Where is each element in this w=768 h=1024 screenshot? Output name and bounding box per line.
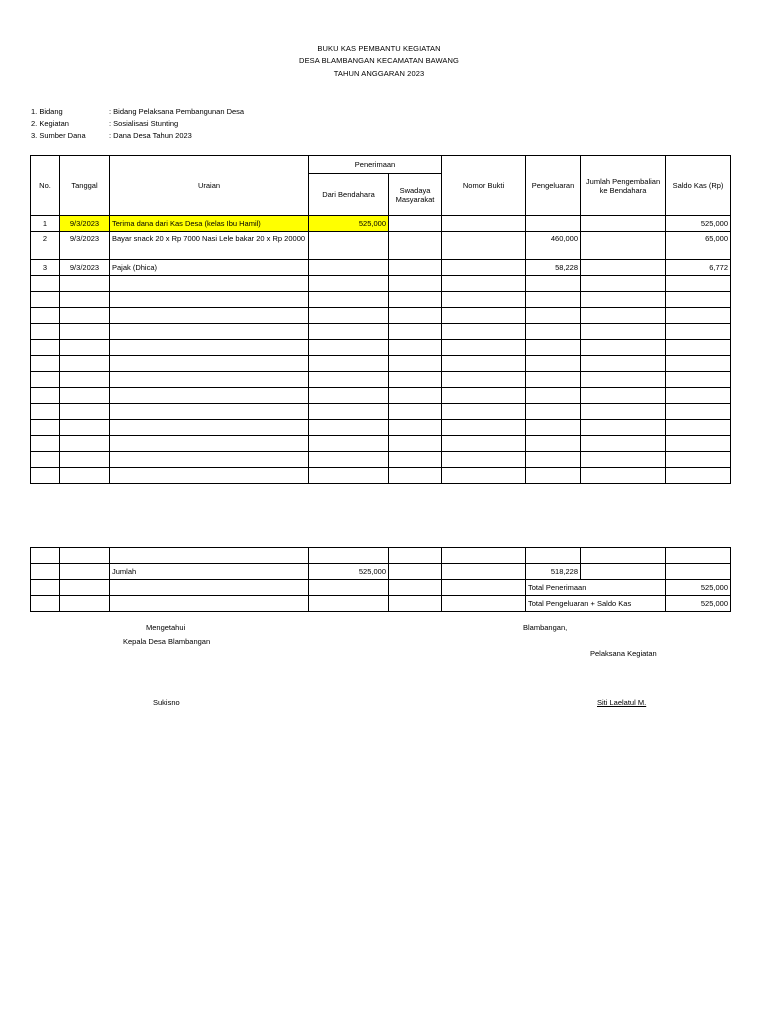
table-row	[31, 216, 731, 232]
cell-empty	[110, 340, 309, 356]
table-row	[31, 232, 731, 260]
cell-saldo: 525,000	[666, 216, 731, 232]
cell-empty	[442, 276, 526, 292]
cell-pengeluaran: 460,000	[526, 232, 581, 260]
cell-empty	[442, 468, 526, 484]
cell-empty	[581, 468, 666, 484]
meta-kegiatan-label: 2. Kegiatan	[31, 119, 69, 128]
cell-empty	[309, 292, 389, 308]
cell-empty	[309, 452, 389, 468]
cell-empty	[110, 436, 309, 452]
cell-empty	[110, 452, 309, 468]
cell-saldo: 6,772	[666, 260, 731, 276]
col-header-saldo: Saldo Kas (Rp)	[666, 156, 731, 216]
col-header-uraian: Uraian	[110, 156, 309, 216]
cell-empty	[526, 308, 581, 324]
cell-saldo: 65,000	[666, 232, 731, 260]
cell-empty	[666, 420, 731, 436]
cell-pengembalian	[581, 232, 666, 260]
cell-tanggal: 9/3/2023	[60, 260, 110, 276]
cell-empty	[309, 356, 389, 372]
cell-empty	[526, 452, 581, 468]
meta-kegiatan-value: : Sosialisasi Stunting	[109, 119, 179, 128]
meta-sumber-dana-label: 3. Sumber Dana	[31, 131, 86, 140]
ledger-table	[30, 155, 731, 484]
cell-empty	[31, 420, 60, 436]
cell-empty	[309, 276, 389, 292]
cell-empty	[389, 308, 442, 324]
cell-pengeluaran	[526, 216, 581, 232]
cell-empty	[526, 356, 581, 372]
table-row-empty	[31, 308, 731, 324]
cell-empty	[526, 292, 581, 308]
cell-empty	[442, 452, 526, 468]
cell-empty	[389, 420, 442, 436]
cell-empty	[309, 372, 389, 388]
table-row-empty	[31, 436, 731, 452]
cell-empty	[60, 468, 110, 484]
summary-total-penerimaan-row	[31, 580, 731, 596]
cell-empty	[60, 420, 110, 436]
cell-uraian: Pajak (Dhica)	[110, 260, 309, 276]
cell-empty	[581, 292, 666, 308]
cell-empty	[526, 420, 581, 436]
summary-total-pengeluaran-row	[31, 596, 731, 612]
cell-empty	[442, 420, 526, 436]
cell-empty	[389, 372, 442, 388]
cell-empty	[389, 340, 442, 356]
sig-right-place: Blambangan,	[523, 623, 568, 632]
table-row-empty	[31, 420, 731, 436]
cell-empty	[442, 388, 526, 404]
cell-empty	[309, 308, 389, 324]
cell-empty	[110, 420, 309, 436]
cell-empty	[60, 308, 110, 324]
cell-empty	[110, 388, 309, 404]
cell-empty	[581, 308, 666, 324]
cell-empty	[666, 452, 731, 468]
cell-empty	[60, 436, 110, 452]
cell-empty	[442, 372, 526, 388]
cell-empty	[110, 276, 309, 292]
cell-empty	[666, 340, 731, 356]
cell-empty	[110, 324, 309, 340]
summary-blank-row	[31, 548, 731, 564]
cell-empty	[309, 340, 389, 356]
cell-nomor-bukti	[442, 216, 526, 232]
cell-empty	[526, 388, 581, 404]
cell-empty	[581, 388, 666, 404]
cell-empty	[666, 276, 731, 292]
cell-empty	[31, 404, 60, 420]
cell-empty	[31, 324, 60, 340]
cell-dari-bendahara: 525,000	[309, 216, 389, 232]
sig-right-role: Pelaksana Kegiatan	[590, 649, 657, 658]
cell-empty	[581, 452, 666, 468]
cell-empty	[666, 404, 731, 420]
col-header-dari-bendahara: Dari Bendahara	[309, 174, 389, 216]
cell-pengeluaran: 58,228	[526, 260, 581, 276]
cell-empty	[309, 420, 389, 436]
jumlah-penerimaan: 525,000	[309, 564, 389, 580]
doc-title-line-3: TAHUN ANGGARAN 2023	[333, 69, 425, 78]
meta-sumber-dana-value: : Dana Desa Tahun 2023	[109, 131, 192, 140]
cell-empty	[442, 404, 526, 420]
cell-empty	[110, 292, 309, 308]
cell-empty	[526, 340, 581, 356]
cell-empty	[666, 292, 731, 308]
table-row-empty	[31, 372, 731, 388]
cell-empty	[442, 292, 526, 308]
cell-uraian: Bayar snack 20 x Rp 7000 Nasi Lele bakar 20 x Rp 20000	[110, 232, 309, 260]
cell-empty	[581, 276, 666, 292]
cell-empty	[110, 308, 309, 324]
cell-empty	[526, 468, 581, 484]
cell-no: 2	[31, 232, 60, 260]
table-row-empty	[31, 388, 731, 404]
sig-left-role: Kepala Desa Blambangan	[123, 637, 211, 646]
cell-no: 1	[31, 216, 60, 232]
cell-empty	[389, 276, 442, 292]
cell-empty	[309, 388, 389, 404]
col-header-nomor-bukti: Nomor Bukti	[442, 156, 526, 216]
cell-empty	[581, 340, 666, 356]
sig-right-name: Siti Laelatul M.	[597, 698, 647, 707]
table-row-empty	[31, 356, 731, 372]
col-header-swadaya: Swadaya Masyarakat	[389, 174, 442, 216]
cell-empty	[666, 468, 731, 484]
cell-empty	[309, 324, 389, 340]
summary-jumlah-row	[31, 564, 731, 580]
cell-empty	[666, 436, 731, 452]
cell-empty	[31, 308, 60, 324]
col-header-pengembalian: Jumlah Pengembalian ke Bendahara	[581, 156, 666, 216]
summary-table	[30, 547, 731, 612]
cell-empty	[389, 452, 442, 468]
cell-dari-bendahara	[309, 260, 389, 276]
cell-nomor-bukti	[442, 260, 526, 276]
meta-bidang-value: : Bidang Pelaksana Pembangunan Desa	[109, 107, 245, 116]
cell-empty	[526, 372, 581, 388]
cell-empty	[666, 324, 731, 340]
total-penerimaan-label: Total Penerimaan	[526, 580, 666, 596]
cell-empty	[60, 388, 110, 404]
cell-empty	[31, 356, 60, 372]
cell-empty	[60, 276, 110, 292]
table-row-empty	[31, 292, 731, 308]
cell-empty	[389, 468, 442, 484]
cell-empty	[389, 356, 442, 372]
cell-empty	[442, 308, 526, 324]
cell-empty	[581, 324, 666, 340]
cell-empty	[309, 436, 389, 452]
cell-empty	[526, 436, 581, 452]
cell-tanggal: 9/3/2023	[60, 232, 110, 260]
total-penerimaan-value: 525,000	[666, 580, 731, 596]
table-row-empty	[31, 468, 731, 484]
cell-swadaya	[389, 216, 442, 232]
cell-empty	[31, 468, 60, 484]
cell-empty	[442, 356, 526, 372]
cell-empty	[110, 356, 309, 372]
sig-left-mengetahui: Mengetahui	[146, 623, 186, 632]
header-row-1	[31, 156, 731, 174]
total-pengeluaran-value: 525,000	[666, 596, 731, 612]
jumlah-label: Jumlah	[110, 564, 309, 580]
sig-left-name: Sukisno	[153, 698, 180, 707]
cell-nomor-bukti	[442, 232, 526, 260]
cell-empty	[60, 324, 110, 340]
cell-empty	[60, 404, 110, 420]
cell-pengembalian	[581, 260, 666, 276]
cell-empty	[31, 388, 60, 404]
cell-empty	[309, 404, 389, 420]
col-header-pengeluaran: Pengeluaran	[526, 156, 581, 216]
cell-tanggal: 9/3/2023	[60, 216, 110, 232]
cell-dari-bendahara	[309, 232, 389, 260]
jumlah-pengeluaran: 518,228	[526, 564, 581, 580]
cell-empty	[666, 308, 731, 324]
cell-empty	[31, 372, 60, 388]
cell-no: 3	[31, 260, 60, 276]
col-header-no: No.	[31, 156, 60, 216]
cell-empty	[389, 388, 442, 404]
cell-empty	[581, 404, 666, 420]
cell-empty	[60, 292, 110, 308]
cell-empty	[60, 452, 110, 468]
table-row-empty	[31, 340, 731, 356]
cell-empty	[389, 436, 442, 452]
empty-rows	[31, 276, 731, 484]
cell-empty	[526, 324, 581, 340]
cell-empty	[31, 292, 60, 308]
cell-empty	[666, 356, 731, 372]
cell-empty	[666, 388, 731, 404]
cell-empty	[581, 420, 666, 436]
col-header-tanggal: Tanggal	[60, 156, 110, 216]
cell-pengembalian	[581, 216, 666, 232]
cell-empty	[526, 404, 581, 420]
cell-empty	[389, 404, 442, 420]
cell-empty	[31, 276, 60, 292]
cell-swadaya	[389, 260, 442, 276]
cell-empty	[581, 436, 666, 452]
cell-empty	[110, 404, 309, 420]
meta-bidang-label: 1. Bidang	[31, 107, 63, 116]
table-row-empty	[31, 404, 731, 420]
cell-empty	[389, 292, 442, 308]
cell-empty	[31, 436, 60, 452]
doc-title-line-1: BUKU KAS PEMBANTU KEGIATAN	[317, 44, 441, 53]
cell-empty	[31, 340, 60, 356]
cell-empty	[581, 372, 666, 388]
cell-empty	[60, 372, 110, 388]
cell-uraian: Terima dana dari Kas Desa (kelas Ibu Hamil)	[110, 216, 309, 232]
cell-empty	[60, 340, 110, 356]
table-row-empty	[31, 276, 731, 292]
cell-empty	[581, 356, 666, 372]
cell-empty	[442, 324, 526, 340]
cell-empty	[389, 324, 442, 340]
doc-title-line-2: DESA BLAMBANGAN KECAMATAN BAWANG	[299, 56, 459, 65]
table-row	[31, 260, 731, 276]
cell-empty	[60, 356, 110, 372]
cell-empty	[442, 340, 526, 356]
cell-empty	[442, 436, 526, 452]
cell-empty	[110, 468, 309, 484]
table-row-empty	[31, 324, 731, 340]
col-header-penerimaan: Penerimaan	[309, 156, 442, 174]
cell-empty	[526, 276, 581, 292]
cell-empty	[309, 468, 389, 484]
cell-swadaya	[389, 232, 442, 260]
cell-empty	[31, 452, 60, 468]
table-row-empty	[31, 452, 731, 468]
cell-empty	[666, 372, 731, 388]
total-pengeluaran-label: Total Pengeluaran + Saldo Kas	[526, 596, 666, 612]
cell-empty	[110, 372, 309, 388]
